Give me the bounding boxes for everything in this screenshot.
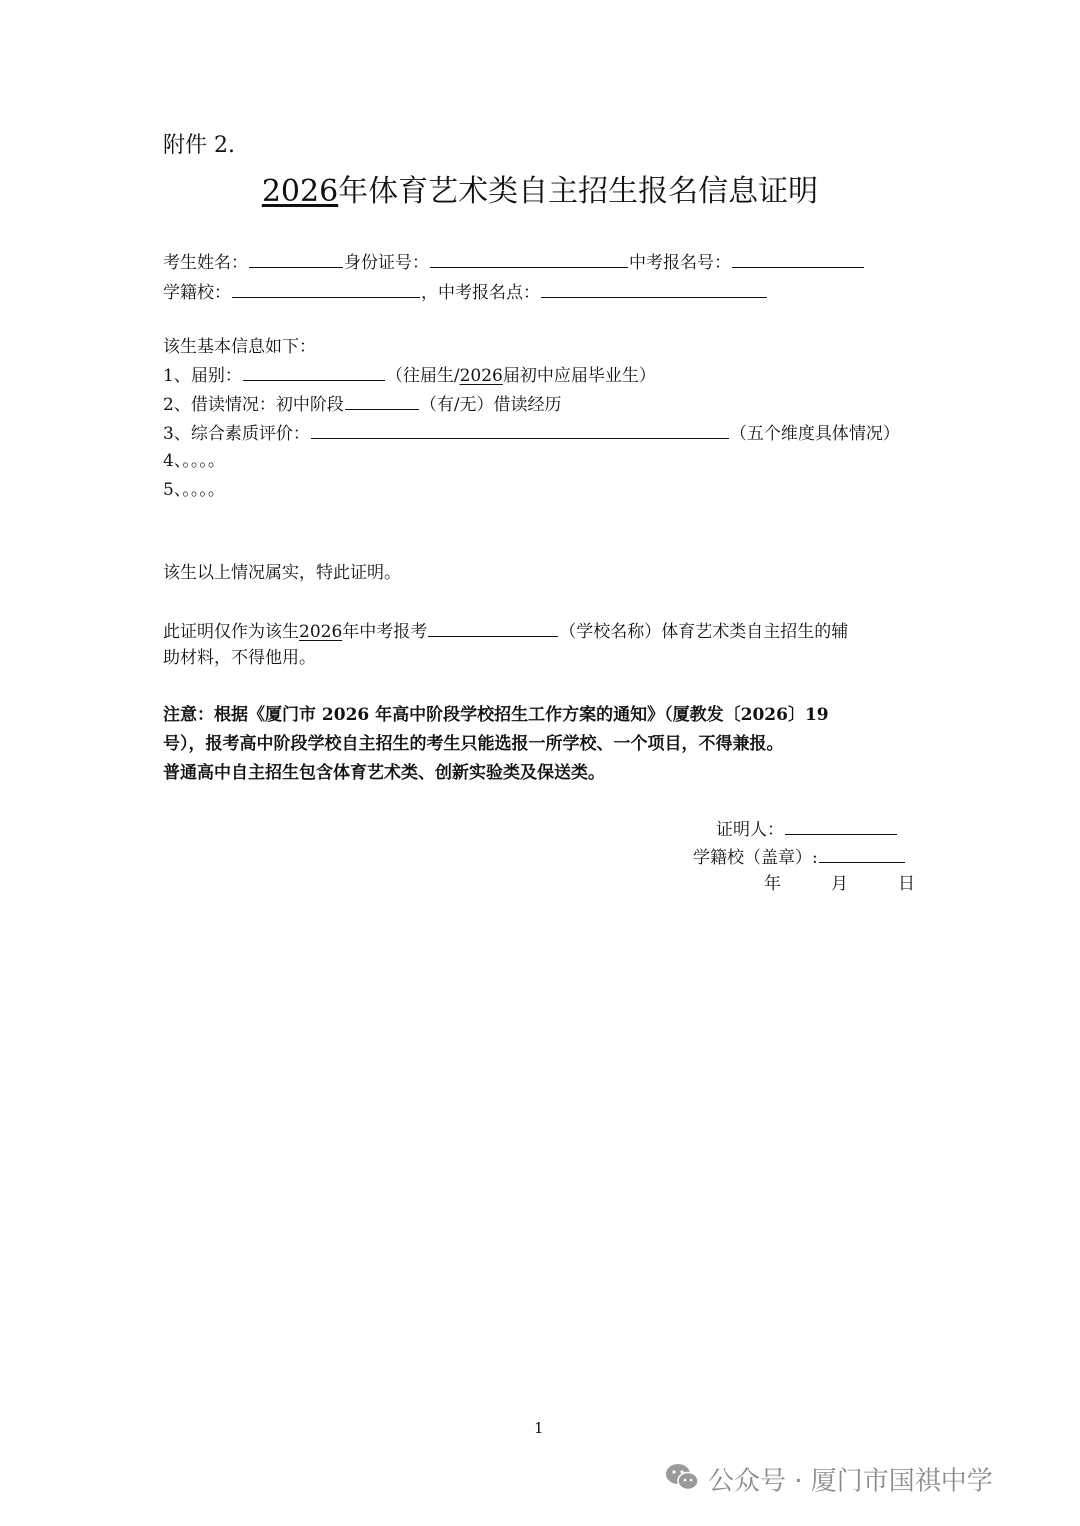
- stamp-label: 学籍校（盖章）:: [693, 848, 818, 868]
- exam-site-blank[interactable]: [541, 279, 767, 298]
- watermark-text: 公众号 · 厦门市国祺中学: [708, 1466, 993, 1497]
- item-2-label: 2、借读情况：初中阶段: [163, 395, 344, 415]
- item-4: 4、。。。。: [163, 451, 225, 471]
- name-label: 考生姓名：: [163, 253, 248, 273]
- info-heading: 该生基本信息如下：: [163, 337, 316, 357]
- fields-row-1: [163, 249, 865, 275]
- exam-no-blank[interactable]: [732, 249, 864, 268]
- item-3: [163, 420, 900, 446]
- stamp-row: [693, 844, 906, 870]
- usage-line-2: 助材料，不得他用。: [163, 648, 316, 668]
- notice-line-3: 普通高中自主招生包含体育艺术类、创新实验类及保送类。: [163, 763, 605, 783]
- item-3-label: 3、综合素质评价：: [163, 424, 310, 444]
- signer-blank[interactable]: [785, 816, 897, 835]
- item-1-note-b: 届初中应届毕业生）: [502, 366, 656, 386]
- item-2: [163, 391, 562, 417]
- signer-label: 证明人：: [716, 820, 784, 840]
- signer-row: [716, 816, 898, 842]
- school-label: 学籍校：: [163, 283, 231, 303]
- notice-line-2: 号），报考高中阶段学校自主招生的考生只能选报一所学校、一个项目，不得兼报。: [163, 734, 784, 754]
- fields-row-2: [163, 279, 768, 305]
- stamp-blank[interactable]: [819, 844, 905, 863]
- wechat-icon: [664, 1462, 700, 1502]
- id-label: 身份证号：: [344, 253, 429, 273]
- item-1-note-a: （往届生/: [385, 366, 460, 386]
- usage-school-blank[interactable]: [428, 618, 558, 637]
- usage-line-1: [163, 618, 848, 644]
- date-year: 年: [764, 874, 781, 894]
- title-text: 年体育艺术类自主招生报名信息证明: [338, 174, 819, 209]
- school-blank[interactable]: [232, 279, 420, 298]
- annex-label: 附件 2.: [163, 133, 235, 158]
- comma: ，: [421, 283, 438, 303]
- statement: 该生以上情况属实，特此证明。: [163, 563, 401, 583]
- item-2-note: （有/无）借读经历: [419, 395, 562, 415]
- usage-a: 此证明仅作为该生: [163, 622, 299, 642]
- page-number: 1: [534, 1419, 544, 1437]
- usage-c: （学校名称）体育艺术类自主招生的辅: [559, 622, 849, 642]
- item-1-label: 1、届别：: [163, 366, 242, 386]
- date-month: 月: [831, 874, 848, 894]
- exam-site-label: 中考报名点：: [438, 283, 540, 303]
- date-row: [764, 872, 915, 896]
- usage-year: 2026: [299, 622, 343, 642]
- item-3-note: （五个维度具体情况）: [729, 424, 900, 444]
- title-year: 2026: [261, 174, 339, 209]
- page-title: [0, 172, 1080, 212]
- item-5: 5、。。。。: [163, 480, 225, 500]
- item-1-note-year: 2026: [459, 366, 503, 386]
- exam-no-label: 中考报名号：: [629, 253, 731, 273]
- name-blank[interactable]: [249, 249, 343, 268]
- notice-line-1: 注意：根据《厦门市 2026 年高中阶段学校招生工作方案的通知》（厦教发〔2026〕19: [163, 705, 829, 725]
- item-1-blank[interactable]: [243, 362, 385, 381]
- usage-b: 年中考报考: [342, 622, 428, 642]
- item-3-blank[interactable]: [311, 420, 729, 439]
- item-1: [163, 362, 656, 388]
- date-day: 日: [898, 874, 915, 894]
- item-2-blank[interactable]: [345, 391, 419, 410]
- id-blank[interactable]: [430, 249, 628, 268]
- watermark: [664, 1462, 993, 1502]
